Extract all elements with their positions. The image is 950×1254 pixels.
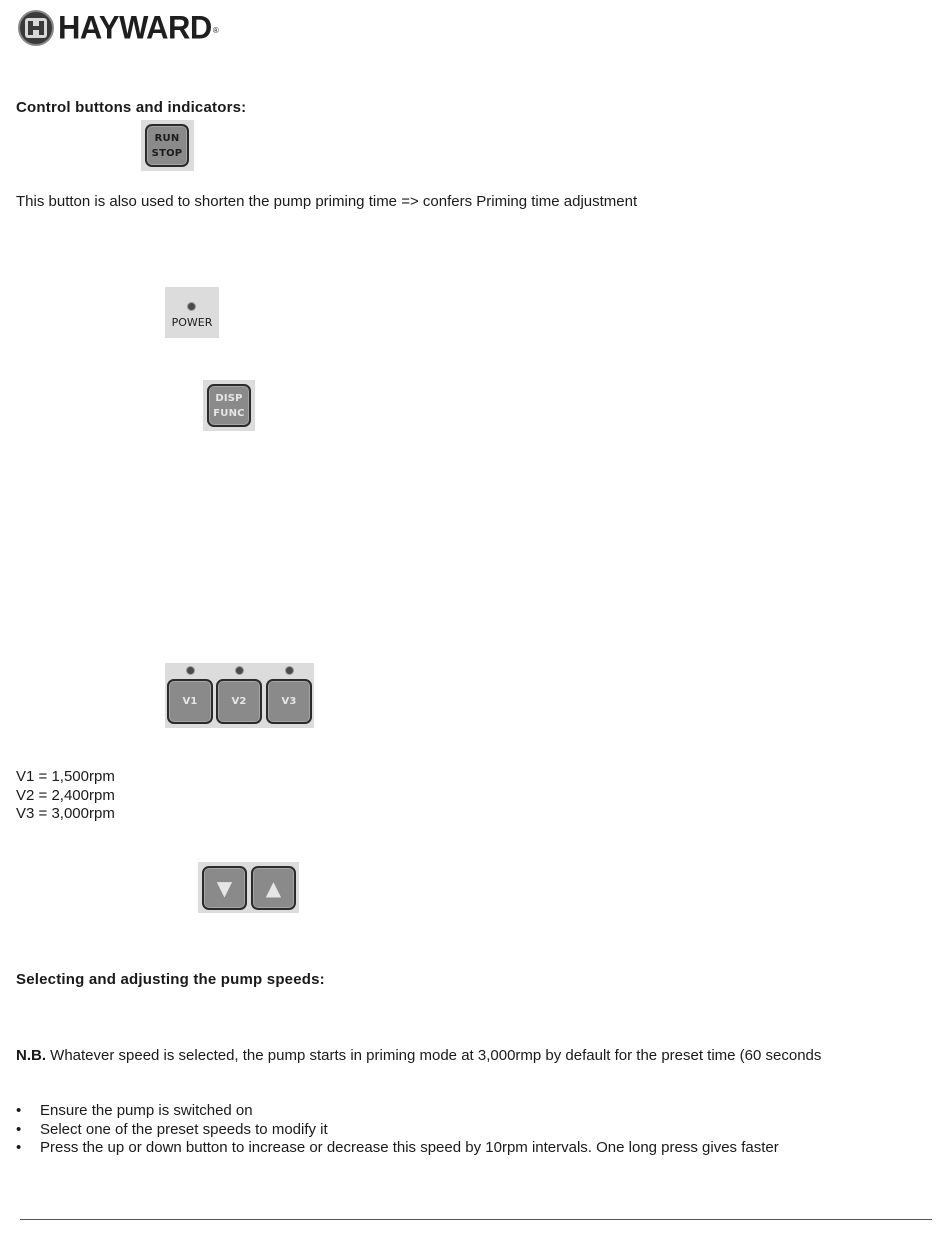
down-button[interactable]: [202, 866, 247, 910]
run-stop-description: This button is also used to shorten the pump priming time => confers Priming time adjustment: [16, 193, 638, 210]
disp-label: DISP: [215, 392, 243, 404]
run-stop-button[interactable]: [145, 124, 189, 167]
nb-label: N.B.: [16, 1047, 46, 1064]
bullet-marker: •: [16, 1102, 22, 1119]
nb-text: Whatever speed is selected, the pump starts in priming mode at 3,000rmp by default for the preset time (60 seconds: [46, 1047, 822, 1064]
bullet-marker: •: [16, 1139, 22, 1156]
hayward-logo: [18, 9, 219, 47]
nb-paragraph: [16, 1047, 821, 1065]
bullet-marker: •: [16, 1121, 22, 1138]
speed-v1-line: V1 = 1,500rpm: [16, 768, 115, 785]
run-label: RUN: [154, 132, 180, 144]
brand-name: HAYWARD: [58, 9, 212, 46]
v3-button[interactable]: [266, 679, 312, 724]
disp-func-button[interactable]: [207, 384, 251, 427]
list-item: Press the up or down button to increase or decrease this speed by 10rpm intervals. One long press gives faster: [40, 1139, 779, 1156]
power-label: POWER: [171, 316, 213, 329]
v2-led-icon: [236, 667, 243, 674]
run-stop-panel: [141, 120, 194, 171]
v2-label: V2: [231, 696, 247, 707]
v1-led-icon: [187, 667, 194, 674]
v1-button[interactable]: [167, 679, 213, 724]
list-item: Ensure the pump is switched on: [40, 1102, 253, 1119]
v3-label: V3: [281, 696, 297, 707]
down-arrow-icon: ▼: [216, 876, 233, 900]
list-item: Select one of the preset speeds to modify it: [40, 1121, 328, 1138]
up-button[interactable]: [251, 866, 296, 910]
disp-func-panel: [203, 380, 255, 431]
power-indicator: [165, 287, 219, 338]
section-heading-controls: Control buttons and indicators:: [16, 99, 247, 116]
stop-label: STOP: [151, 147, 183, 159]
speed-v2-line: V2 = 2,400rpm: [16, 787, 115, 804]
footer-divider: [20, 1219, 932, 1220]
v3-led-icon: [286, 667, 293, 674]
func-label: FUNC: [213, 407, 245, 419]
hayward-h-icon: [18, 10, 54, 46]
power-led-icon: [188, 303, 195, 310]
speed-buttons-panel: [165, 663, 314, 728]
section-heading-speeds: Selecting and adjusting the pump speeds:: [16, 971, 325, 988]
arrow-buttons-panel: [198, 862, 299, 913]
v2-button[interactable]: [216, 679, 262, 724]
speed-v3-line: V3 = 3,000rpm: [16, 805, 115, 822]
up-arrow-icon: ▲: [265, 876, 282, 900]
registered-mark: ®: [212, 25, 219, 35]
v1-label: V1: [182, 696, 198, 707]
